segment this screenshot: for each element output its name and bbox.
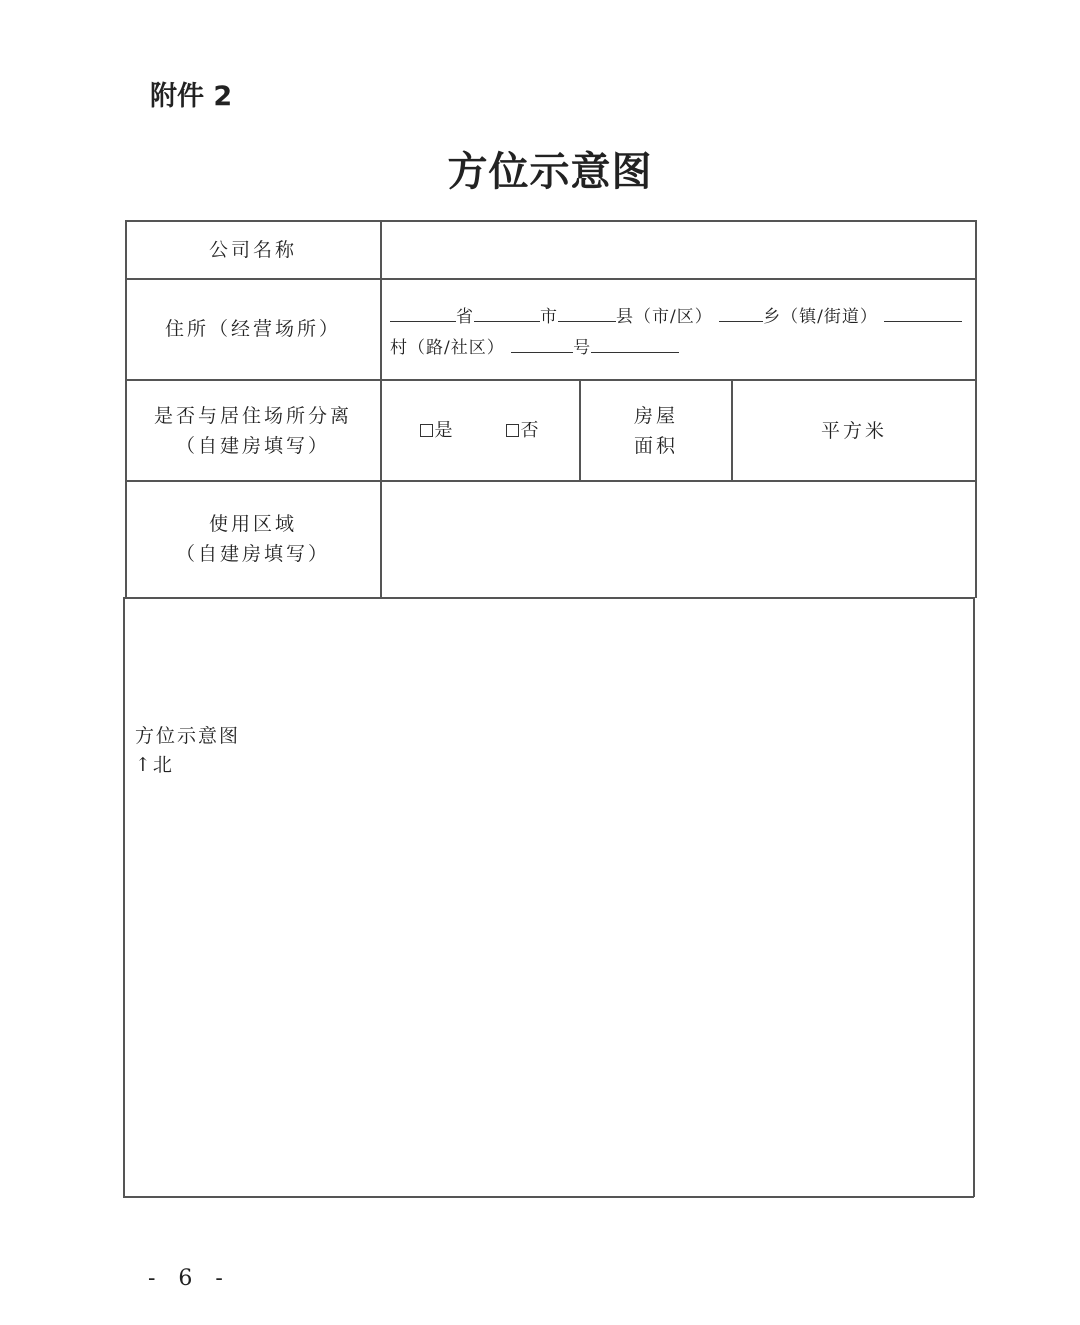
usage-label-line2: （自建房填写）: [175, 543, 330, 565]
area-label: [581, 381, 731, 480]
divider: [975, 220, 977, 598]
number-label: 号: [573, 338, 592, 358]
checkbox-icon: [420, 424, 433, 437]
usage-label-line1: 使用区域: [208, 513, 297, 535]
page-number: - 6 -: [148, 1266, 231, 1291]
area-label-line1: 房屋: [633, 404, 678, 427]
county-label: 县（市/区）: [616, 307, 713, 327]
village-label: 村（路/社区）: [390, 338, 505, 358]
company-name-field[interactable]: [382, 221, 974, 278]
north-indicator: ↑北: [135, 754, 174, 776]
divider: [124, 597, 975, 599]
province-label: 省: [456, 307, 474, 327]
usage-field[interactable]: [382, 481, 974, 597]
area-field[interactable]: [733, 381, 975, 480]
yes-label: 是: [434, 419, 456, 441]
diagram-area-label: [135, 722, 240, 780]
yes-checkbox[interactable]: [420, 416, 456, 446]
address-field[interactable]: [390, 302, 970, 364]
address-label: 住所（经营场所）: [164, 318, 341, 340]
usage-label: [126, 481, 380, 597]
divider: [123, 597, 125, 1197]
township-label: 乡（镇/街道）: [763, 307, 878, 327]
area-label-line2: 面积: [633, 434, 678, 457]
company-name-label: 公司名称: [208, 238, 297, 261]
separation-options: [382, 381, 579, 480]
divider: [973, 597, 975, 1197]
separation-label-line1: 是否与居住场所分离: [153, 404, 352, 427]
separation-label-line2: （自建房填写）: [175, 434, 330, 457]
divider: [123, 1196, 974, 1198]
checkbox-icon: [506, 424, 519, 437]
attachment-label: 附件 2: [150, 81, 233, 112]
separation-label: [126, 381, 380, 480]
no-label: 否: [520, 419, 542, 441]
page-title: 方位示意图: [447, 148, 653, 195]
no-checkbox[interactable]: [506, 416, 542, 446]
city-label: 市: [540, 307, 558, 327]
area-unit: 平方米: [820, 419, 887, 442]
diagram-label: 方位示意图: [135, 725, 241, 747]
